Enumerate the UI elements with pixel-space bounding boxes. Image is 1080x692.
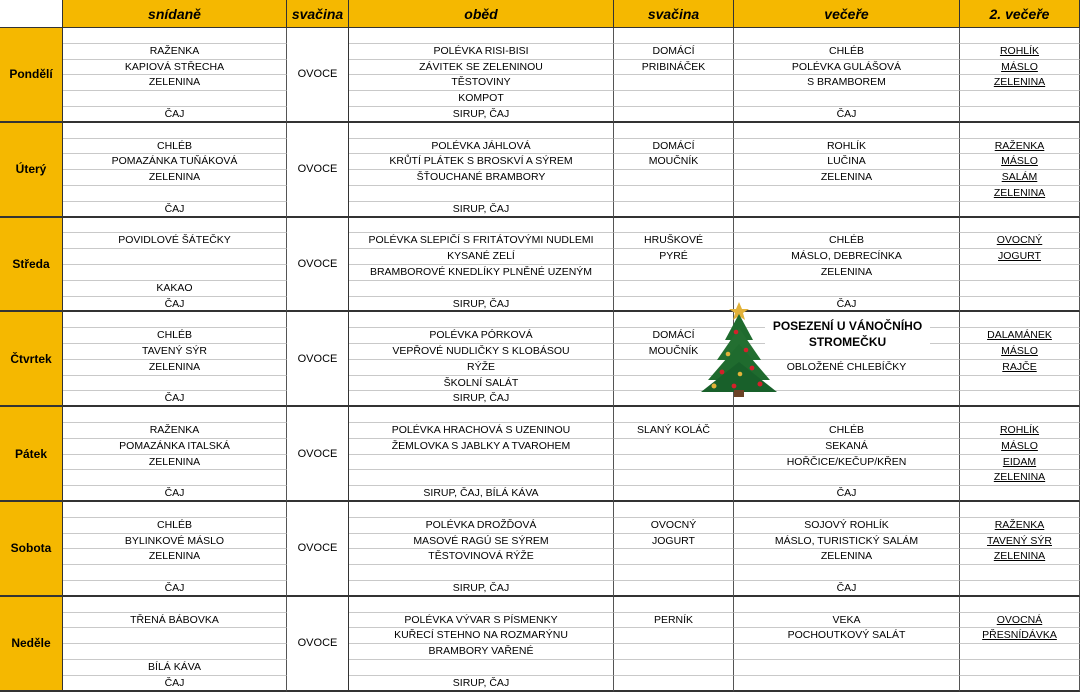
day-label: Čtvrtek	[0, 312, 63, 407]
lunch-line: KYSANÉ ZELÍ	[349, 249, 614, 265]
dinner-line: ČAJ	[734, 107, 960, 123]
dinner-line	[734, 218, 960, 234]
lunch-line: POLÉVKA PÓRKOVÁ	[349, 328, 614, 344]
dinner-line	[734, 660, 960, 676]
breakfast-line: POMAZÁNKA ITALSKÁ	[63, 439, 287, 455]
snack-2-line	[614, 281, 734, 297]
breakfast-line	[63, 597, 287, 613]
lunch-line: POLÉVKA DROŽĎOVÁ	[349, 518, 614, 534]
lunch-line: KOMPOT	[349, 91, 614, 107]
snack-2-line: DOMÁCÍ	[614, 139, 734, 155]
snack-2-line: SLANÝ KOLÁČ	[614, 423, 734, 439]
day-label: Neděle	[0, 597, 63, 692]
lunch-line: ŠKOLNÍ SALÁT	[349, 376, 614, 392]
snack-2-line	[614, 407, 734, 423]
dinner-2-line	[960, 502, 1080, 518]
lunch-line: POLÉVKA SLEPIČÍ S FRITÁTOVÝMI NUDLEMI	[349, 233, 614, 249]
dinner-line: ZELENINA	[734, 549, 960, 565]
dinner-line: ROHLÍK	[734, 139, 960, 155]
dinner-2-line	[960, 376, 1080, 392]
dinner-line	[734, 281, 960, 297]
dinner-line: CHLÉB	[734, 233, 960, 249]
dinner-2-line[interactable]: ROHLÍK	[960, 44, 1080, 60]
day-label: Pondělí	[0, 28, 63, 123]
snack-2-line: HRUŠKOVÉ	[614, 233, 734, 249]
dinner-2-line[interactable]: MÁSLO	[960, 344, 1080, 360]
lunch-line: SIRUP, ČAJ	[349, 297, 614, 313]
breakfast-line: CHLÉB	[63, 328, 287, 344]
breakfast-line: ČAJ	[63, 391, 287, 407]
lunch-line	[349, 597, 614, 613]
lunch-line: KUŘECÍ STEHNO NA ROZMARÝNU	[349, 628, 614, 644]
lunch-line	[349, 565, 614, 581]
dinner-2-line[interactable]: EIDAM	[960, 455, 1080, 471]
snack-2-line	[614, 644, 734, 660]
dinner-line: CHLÉB	[734, 423, 960, 439]
col-header-dinner-2: 2. večeře	[960, 0, 1080, 28]
dinner-line: ZELENINA	[734, 170, 960, 186]
lunch-line	[349, 502, 614, 518]
snack-2-line	[614, 91, 734, 107]
dinner-2-line	[960, 107, 1080, 123]
dinner-line: HOŘČICE/KEČUP/KŘEN	[734, 455, 960, 471]
dinner-2-line	[960, 676, 1080, 692]
breakfast-line: ČAJ	[63, 486, 287, 502]
corner-cell	[0, 0, 63, 28]
dinner-2-line	[960, 597, 1080, 613]
snack-2-line: MOUČNÍK	[614, 154, 734, 170]
snack-2-line	[614, 660, 734, 676]
breakfast-line	[63, 502, 287, 518]
breakfast-line	[63, 470, 287, 486]
breakfast-line: ZELENINA	[63, 75, 287, 91]
snack-2-line: OVOCNÝ	[614, 518, 734, 534]
dinner-2-line	[960, 486, 1080, 502]
snack-2-line: PRIBINÁČEK	[614, 60, 734, 76]
snack-2-line	[614, 597, 734, 613]
lunch-line: SIRUP, ČAJ	[349, 676, 614, 692]
dinner-2-line	[960, 581, 1080, 597]
col-header-snack: svačina	[287, 0, 349, 28]
event-line-1: POSEZENÍ U VÁNOČNÍHO	[772, 319, 923, 333]
lunch-line: KRŮTÍ PLÁTEK S BROSKVÍ A SÝREM	[349, 154, 614, 170]
snack-2-line	[614, 502, 734, 518]
dinner-2-line	[960, 565, 1080, 581]
lunch-line: ŽEMLOVKA S JABLKY A TVAROHEM	[349, 439, 614, 455]
dinner-line: ČAJ	[734, 297, 960, 313]
day-label: Středa	[0, 218, 63, 313]
breakfast-line	[63, 218, 287, 234]
dinner-2-line[interactable]: MÁSLO	[960, 154, 1080, 170]
lunch-line: SIRUP, ČAJ	[349, 581, 614, 597]
breakfast-line	[63, 265, 287, 281]
breakfast-line: ZELENINA	[63, 455, 287, 471]
snack-2-line: DOMÁCÍ	[614, 44, 734, 60]
col-header-dinner: večeře	[734, 0, 960, 28]
dinner-2-line[interactable]: RAJČE	[960, 360, 1080, 376]
snack-2-line: PYRÉ	[614, 249, 734, 265]
breakfast-line	[63, 407, 287, 423]
snack-2-line	[614, 455, 734, 471]
snack-2-line	[614, 123, 734, 139]
dinner-line	[734, 597, 960, 613]
dinner-2-line	[960, 644, 1080, 660]
dinner-2-line[interactable]: OVOCNÝ	[960, 233, 1080, 249]
lunch-line	[349, 470, 614, 486]
breakfast-line: ČAJ	[63, 297, 287, 313]
snack-cell: OVOCE	[287, 123, 349, 218]
snack-2-line	[614, 265, 734, 281]
lunch-line	[349, 407, 614, 423]
dinner-line: ČAJ	[734, 486, 960, 502]
dinner-2-line[interactable]: OVOCNÁ	[960, 613, 1080, 629]
lunch-line: SIRUP, ČAJ, BÍLÁ KÁVA	[349, 486, 614, 502]
day-label: Sobota	[0, 502, 63, 597]
dinner-2-line	[960, 202, 1080, 218]
breakfast-line: KAKAO	[63, 281, 287, 297]
breakfast-line	[63, 644, 287, 660]
dinner-line	[734, 676, 960, 692]
dinner-line	[734, 186, 960, 202]
breakfast-line	[63, 376, 287, 392]
breakfast-line: ZELENINA	[63, 360, 287, 376]
snack-2-line	[614, 218, 734, 234]
snack-2-line	[614, 107, 734, 123]
dinner-2-line	[960, 281, 1080, 297]
dinner-line	[734, 91, 960, 107]
lunch-line: BRAMBORY VAŘENÉ	[349, 644, 614, 660]
dinner-2-line[interactable]: SALÁM	[960, 170, 1080, 186]
breakfast-line	[63, 312, 287, 328]
dinner-line: LUČINA	[734, 154, 960, 170]
lunch-line	[349, 123, 614, 139]
snack-2-line	[614, 676, 734, 692]
lunch-line: BRAMBOROVÉ KNEDLÍKY PLNĚNÉ UZENÝM	[349, 265, 614, 281]
dinner-line	[734, 644, 960, 660]
dinner-2-line	[960, 28, 1080, 44]
dinner-line	[734, 28, 960, 44]
dinner-line: VEKA	[734, 613, 960, 629]
snack-2-line: JOGURT	[614, 534, 734, 550]
lunch-line: ŠŤOUCHANÉ BRAMBORY	[349, 170, 614, 186]
snack-cell: OVOCE	[287, 597, 349, 692]
day-label: Úterý	[0, 123, 63, 218]
dinner-2-line[interactable]: DALAMÁNEK	[960, 328, 1080, 344]
dinner-line	[734, 407, 960, 423]
snack-cell: OVOCE	[287, 312, 349, 407]
lunch-line: VEPŘOVÉ NUDLIČKY S KLOBÁSOU	[349, 344, 614, 360]
dinner-2-line[interactable]: ZELENINA	[960, 470, 1080, 486]
dinner-2-line	[960, 218, 1080, 234]
dinner-2-line[interactable]: TAVENÝ SÝR	[960, 534, 1080, 550]
lunch-line	[349, 455, 614, 471]
lunch-line: MASOVÉ RAGÚ SE SÝREM	[349, 534, 614, 550]
dinner-line: ZELENINA	[734, 265, 960, 281]
lunch-line	[349, 281, 614, 297]
dinner-line	[734, 123, 960, 139]
snack-2-line: MOUČNÍK	[614, 344, 734, 360]
snack-2-line	[614, 486, 734, 502]
lunch-line	[349, 28, 614, 44]
lunch-line: POLÉVKA RISI-BISI	[349, 44, 614, 60]
dinner-line: SOJOVÝ ROHLÍK	[734, 518, 960, 534]
dinner-line	[734, 470, 960, 486]
dinner-2-line[interactable]: ROHLÍK	[960, 423, 1080, 439]
dinner-line	[734, 565, 960, 581]
dinner-2-line[interactable]: RAŽENKA	[960, 518, 1080, 534]
snack-2-line	[614, 565, 734, 581]
snack-2-line	[614, 75, 734, 91]
snack-2-line	[614, 549, 734, 565]
dinner-2-line	[960, 123, 1080, 139]
day-label: Pátek	[0, 407, 63, 502]
breakfast-line: ČAJ	[63, 581, 287, 597]
breakfast-line: ČAJ	[63, 107, 287, 123]
snack-2-line	[614, 628, 734, 644]
dinner-line: S BRAMBOREM	[734, 75, 960, 91]
breakfast-line: ČAJ	[63, 676, 287, 692]
snack-cell: OVOCE	[287, 502, 349, 597]
lunch-line	[349, 218, 614, 234]
dinner-2-line[interactable]: ZELENINA	[960, 186, 1080, 202]
snack-2-line	[614, 439, 734, 455]
event-line-2: STROMEČKU	[808, 335, 887, 349]
lunch-line: POLÉVKA HRACHOVÁ S UZENINOU	[349, 423, 614, 439]
dinner-2-line[interactable]: JOGURT	[960, 249, 1080, 265]
lunch-line: SIRUP, ČAJ	[349, 107, 614, 123]
lunch-line: TĚSTOVINY	[349, 75, 614, 91]
snack-2-line	[614, 202, 734, 218]
snack-2-line: DOMÁCÍ	[614, 328, 734, 344]
lunch-line: ZÁVITEK SE ZELENINOU	[349, 60, 614, 76]
dinner-line: OBLOŽENÉ CHLEBÍČKY	[734, 360, 960, 376]
lunch-line: SIRUP, ČAJ	[349, 391, 614, 407]
breakfast-line	[63, 28, 287, 44]
breakfast-line: ČAJ	[63, 202, 287, 218]
dinner-line	[734, 502, 960, 518]
dinner-line: MÁSLO, DEBRECÍNKA	[734, 249, 960, 265]
dinner-line: ČAJ	[734, 581, 960, 597]
dinner-2-line	[960, 265, 1080, 281]
snack-2-line: PERNÍK	[614, 613, 734, 629]
dinner-2-line	[960, 297, 1080, 313]
breakfast-line	[63, 565, 287, 581]
lunch-line: SIRUP, ČAJ	[349, 202, 614, 218]
snack-2-line	[614, 470, 734, 486]
dinner-line	[734, 202, 960, 218]
lunch-line: TĚSTOVINOVÁ RÝŽE	[349, 549, 614, 565]
breakfast-line: BYLINKOVÉ MÁSLO	[63, 534, 287, 550]
snack-cell: OVOCE	[287, 218, 349, 313]
dinner-2-line[interactable]: MÁSLO	[960, 60, 1080, 76]
dinner-line: POCHOUTKOVÝ SALÁT	[734, 628, 960, 644]
col-header-breakfast: snídaně	[63, 0, 287, 28]
dinner-2-line	[960, 391, 1080, 407]
breakfast-line	[63, 123, 287, 139]
snack-2-line	[614, 186, 734, 202]
breakfast-line	[63, 91, 287, 107]
breakfast-line: CHLÉB	[63, 139, 287, 155]
breakfast-line: BÍLÁ KÁVA	[63, 660, 287, 676]
breakfast-line: TAVENÝ SÝR	[63, 344, 287, 360]
dinner-2-line	[960, 660, 1080, 676]
breakfast-line: TŘENÁ BÁBOVKA	[63, 613, 287, 629]
breakfast-line: CHLÉB	[63, 518, 287, 534]
dinner-2-line	[960, 407, 1080, 423]
breakfast-line	[63, 249, 287, 265]
dinner-2-line	[960, 312, 1080, 328]
dinner-line: MÁSLO, TURISTICKÝ SALÁM	[734, 534, 960, 550]
snack-cell: OVOCE	[287, 28, 349, 123]
snack-cell: OVOCE	[287, 407, 349, 502]
snack-2-line	[614, 170, 734, 186]
christmas-event-note	[765, 318, 930, 350]
snack-2-line	[614, 28, 734, 44]
dinner-line: SEKANÁ	[734, 439, 960, 455]
lunch-line: POLÉVKA VÝVAR S PÍSMENKY	[349, 613, 614, 629]
lunch-line	[349, 312, 614, 328]
lunch-line	[349, 186, 614, 202]
lunch-line	[349, 660, 614, 676]
breakfast-line	[63, 628, 287, 644]
col-header-snack-2: svačina	[614, 0, 734, 28]
breakfast-line: POVIDLOVÉ ŠÁTEČKY	[63, 233, 287, 249]
lunch-line: RÝŽE	[349, 360, 614, 376]
col-header-lunch: oběd	[349, 0, 614, 28]
breakfast-line: ZELENINA	[63, 549, 287, 565]
breakfast-line: RAŽENKA	[63, 423, 287, 439]
dinner-line: CHLÉB	[734, 44, 960, 60]
dinner-2-line[interactable]: RAŽENKA	[960, 139, 1080, 155]
dinner-2-line[interactable]: ZELENINA	[960, 75, 1080, 91]
breakfast-line: KAPIOVÁ STŘECHA	[63, 60, 287, 76]
lunch-line: POLÉVKA JÁHLOVÁ	[349, 139, 614, 155]
dinner-2-line[interactable]: ZELENINA	[960, 549, 1080, 565]
dinner-line: POLÉVKA GULÁŠOVÁ	[734, 60, 960, 76]
dinner-2-line[interactable]: PŘESNÍDÁVKA	[960, 628, 1080, 644]
breakfast-line	[63, 186, 287, 202]
dinner-2-line	[960, 91, 1080, 107]
dinner-2-line[interactable]: MÁSLO	[960, 439, 1080, 455]
breakfast-line: POMAZÁNKA TUŇÁKOVÁ	[63, 154, 287, 170]
breakfast-line: RAŽENKA	[63, 44, 287, 60]
snack-2-line	[614, 581, 734, 597]
breakfast-line: ZELENINA	[63, 170, 287, 186]
